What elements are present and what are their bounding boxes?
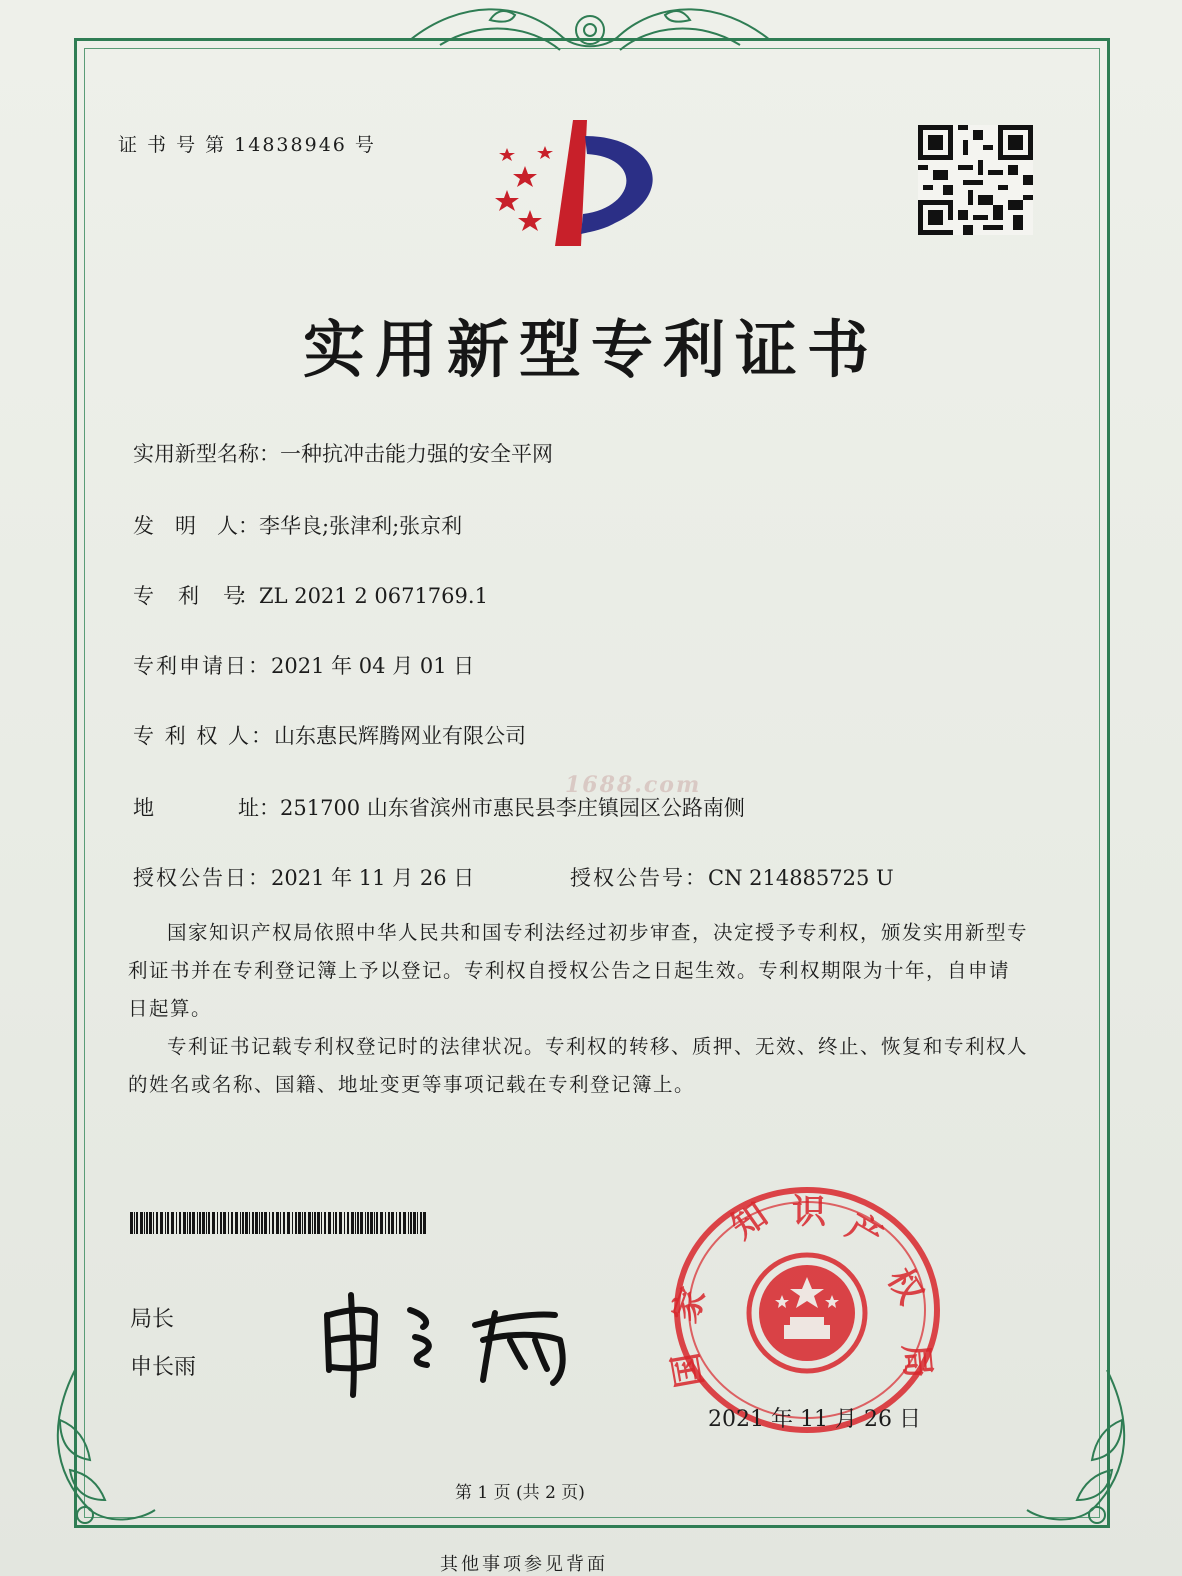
- bottom-right-ornament-icon: [1012, 1360, 1152, 1530]
- certificate-title: 实用新型专利证书: [302, 313, 879, 386]
- application-date-field: [133, 650, 474, 680]
- certificate-number: 证 书 号 第 14838946 号: [118, 134, 376, 156]
- svg-text:局: 局: [895, 1342, 938, 1380]
- svg-text:国: 国: [665, 1349, 711, 1391]
- address-value: 251700 山东省滨州市惠民县李庄镇园区公路南侧: [280, 796, 745, 820]
- patentee-field: [133, 720, 526, 750]
- grant-number-field: [570, 862, 894, 892]
- grant-date-value: 2021 年 11 月 26 日: [271, 866, 475, 890]
- legal-paragraph-2: 专利证书记载专利权登记时的法律状况。专利权的转移、质押、无效、终止、恢复和专利权人的姓名或名称、国籍、地址变更等事项记载在专利登记簿上。: [128, 1035, 1029, 1096]
- official-seal-icon: [664, 1185, 942, 1435]
- utility-name-field: [133, 438, 553, 468]
- address-label: 地 址：: [133, 796, 280, 820]
- inventors-label: 发 明 人：: [133, 514, 259, 538]
- legal-text: [128, 914, 1028, 1104]
- application-date-label: 专利申请日：: [133, 654, 271, 678]
- legal-paragraph-1: 国家知识产权局依照中华人民共和国专利法经过初步审查，决定授予专利权，颁发实用新型专利证书并在专利登记簿上予以登记。专利权自授权公告之日起生效。专利权期限为十年，自申请日起算。: [128, 921, 1029, 1020]
- utility-name-value: 一种抗冲击能力强的安全平网: [280, 442, 553, 466]
- watermark: 1688.com: [565, 772, 702, 798]
- address-field: [133, 792, 745, 822]
- seal-date: 2021 年 11 月 26 日: [708, 1407, 921, 1432]
- handwritten-signature-icon: [315, 1285, 585, 1405]
- signature-role: 局长: [130, 1307, 175, 1332]
- svg-text:权: 权: [879, 1261, 931, 1311]
- utility-name-label: 实用新型名称：: [133, 442, 280, 466]
- svg-text:知: 知: [724, 1195, 776, 1248]
- patentee-label: 专 利 权 人：: [133, 724, 275, 748]
- grant-number-label: 授权公告号：: [570, 866, 708, 890]
- svg-text:家: 家: [664, 1282, 715, 1329]
- qr-code-icon: [918, 125, 1033, 235]
- cnipa-logo-icon: [485, 118, 665, 253]
- grant-date-field: [133, 862, 474, 892]
- top-ornament-icon: [400, 0, 780, 70]
- grant-number-value: CN 214885725 U: [708, 866, 894, 890]
- patent-number-field: [133, 580, 488, 610]
- barcode-icon: [130, 1212, 430, 1234]
- application-date-value: 2021 年 04 月 01 日: [271, 654, 475, 678]
- footer-note: 其他事项参见背面: [440, 1554, 608, 1575]
- page-number: 第 1 页 (共 2 页): [455, 1483, 585, 1503]
- grant-date-label: 授权公告日：: [133, 866, 271, 890]
- patent-number-value: ZL 2021 2 0671769.1: [259, 584, 488, 608]
- patent-number-label: 专 利 号：: [133, 584, 253, 608]
- inventors-field: [133, 510, 462, 540]
- signature-name: 申长雨: [130, 1355, 197, 1380]
- bottom-left-ornament-icon: [30, 1360, 170, 1530]
- patentee-value: 山东惠民辉腾网业有限公司: [274, 724, 527, 748]
- svg-text:产: 产: [839, 1206, 889, 1258]
- svg-text:识: 识: [792, 1192, 826, 1232]
- inventors-value: 李华良;张津利;张京利: [259, 514, 463, 538]
